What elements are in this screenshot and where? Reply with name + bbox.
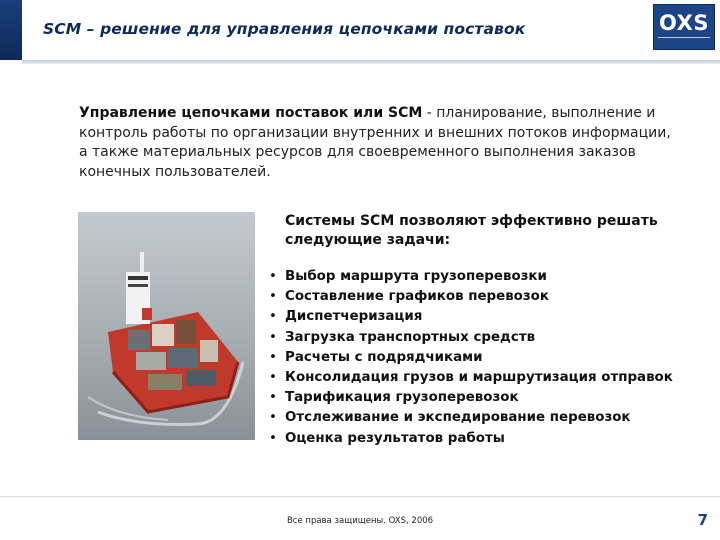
task-label: Оценка результатов работы (285, 430, 505, 446)
task-label: Расчеты с подрядчиками (285, 349, 483, 365)
bullet-icon: • (269, 410, 277, 426)
container-ship-photo (78, 212, 255, 440)
task-label: Консолидация грузов и маршрутизация отправок (285, 369, 673, 385)
list-item (269, 408, 709, 428)
ship-illustration (78, 212, 255, 440)
slide-header (0, 0, 720, 64)
tasks-heading: Системы SCM позволяют эффективно решать следующие задачи: (285, 213, 658, 248)
task-label: Тарификация грузоперевозок (285, 390, 519, 406)
list-item (269, 307, 709, 327)
slide-title: SCM – решение для управления цепочками поставок (43, 20, 526, 38)
header-divider (22, 60, 720, 64)
list-item (269, 388, 709, 408)
list-item (269, 348, 709, 368)
list-item (269, 267, 709, 287)
list-item (269, 429, 709, 449)
task-label: Загрузка транспортных средств (285, 329, 536, 345)
oxs-logo (653, 4, 715, 50)
logo-text: OXS (659, 11, 709, 35)
list-item (269, 368, 709, 388)
footer-divider (0, 496, 720, 497)
bullet-icon: • (269, 390, 277, 406)
logo-underline (658, 37, 710, 43)
page-number: 7 (697, 511, 708, 529)
task-label: Отслеживание и экспедирование перевозок (285, 410, 631, 426)
task-label: Составление графиков перевозок (285, 289, 549, 305)
bullet-icon: • (269, 369, 277, 385)
bullet-icon: • (269, 329, 277, 345)
bullet-icon: • (269, 309, 277, 325)
intro-text: - планирование, выполнение и контроль работы по организации внутренних и внешних потоков информации, а также материальных ресурсов для своевременного выполнения заказов конечных пользователей. (79, 105, 671, 180)
bullet-icon: • (269, 430, 277, 446)
intro-paragraph (79, 104, 679, 182)
task-list (269, 267, 709, 449)
bullet-icon: • (269, 269, 277, 284)
footer-copyright: Все права защищены. OXS, 2006 (286, 516, 434, 526)
bullet-icon: • (269, 289, 277, 305)
task-label: Выбор маршрута грузоперевозки (285, 269, 547, 284)
task-label: Диспетчеризация (285, 309, 423, 325)
intro-lead: Управление цепочками поставок или SCM (79, 105, 423, 121)
list-item (269, 328, 709, 348)
bullet-icon: • (269, 349, 277, 365)
list-item (269, 287, 709, 307)
header-accent-bar (0, 0, 22, 60)
